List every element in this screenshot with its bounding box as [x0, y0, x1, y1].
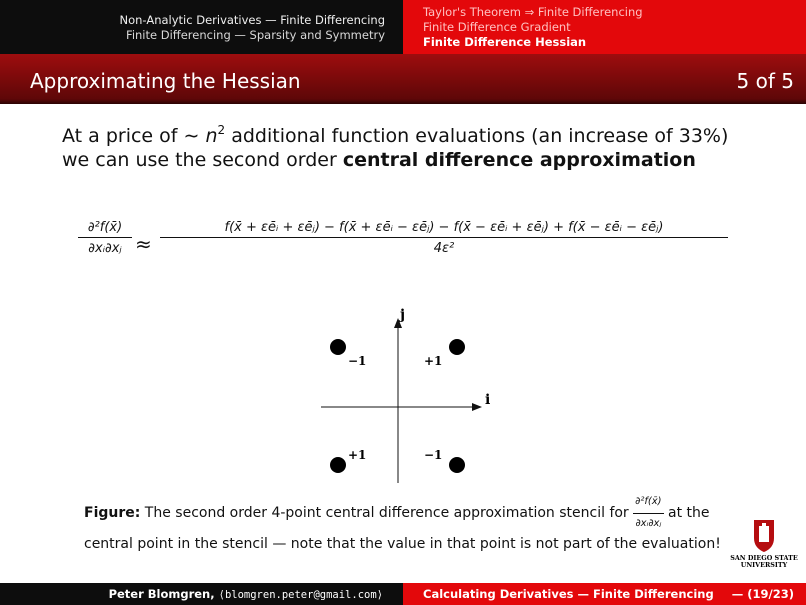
j-axis-label: j: [400, 307, 406, 323]
header-subsection-title[interactable]: Finite Differencing — Sparsity and Symmetry: [126, 28, 385, 42]
figure-caption: [84, 492, 732, 554]
formula-lhs: [78, 220, 132, 256]
nav-item-gradient[interactable]: Finite Difference Gradient: [423, 20, 571, 34]
caption-fraction: [633, 492, 663, 534]
footer-left: [0, 583, 403, 605]
footer-author: [109, 587, 383, 601]
footer-title: Calculating Derivatives — Finite Differencing: [423, 587, 714, 601]
caption-text-2: at the central point in the stencil — note that the value in that point is not part of the evaluation!: [84, 505, 721, 552]
header-left-panel: [0, 0, 403, 54]
hessian-formula: [78, 220, 728, 270]
stencil-point-top-right: [449, 339, 465, 355]
stencil-point-bottom-left: [330, 457, 346, 473]
slide-title-bar: [0, 54, 806, 104]
formula-lhs-numerator: ∂²f(x̄): [87, 220, 123, 235]
weight-top-left: −1: [348, 354, 367, 368]
header-right-panel: [403, 0, 806, 54]
nav-item-hessian[interactable]: Finite Difference Hessian: [423, 35, 587, 49]
formula-rhs: [160, 220, 728, 256]
i-axis-arrowhead: [472, 403, 482, 411]
slide-title: Approximating the Hessian: [30, 69, 301, 93]
stencil-point-top-left: [330, 339, 346, 355]
approx-symbol: ≈: [135, 232, 152, 256]
caption-label: Figure:: [84, 505, 141, 521]
caption-fraction-denominator: ∂xᵢ∂xⱼ: [635, 518, 662, 529]
logo-text-line2: UNIVERSITY: [740, 561, 788, 569]
weight-bottom-left: +1: [348, 448, 367, 462]
intro-emphasis: central difference approximation: [342, 149, 696, 171]
stencil-diagram: [300, 300, 520, 485]
formula-rhs-denominator: 4ε²: [433, 241, 455, 256]
university-logo: [730, 518, 798, 570]
formula-rhs-numerator: f(x̄ + εēᵢ + εēⱼ) − f(x̄ + εēᵢ − εēⱼ) − f(x̄ − εēᵢ + εēⱼ) + f(x̄ − εēᵢ − εēⱼ): [224, 220, 664, 235]
caption-text-1: The second order 4-point central difference approximation stencil for: [140, 505, 634, 521]
weight-bottom-right: −1: [424, 448, 443, 462]
footer-right: [403, 583, 806, 605]
i-axis-label: i: [485, 392, 491, 408]
nav-item-taylors-theorem[interactable]: Taylor's Theorem ⇒ Finite Differencing: [423, 5, 643, 19]
logo-tower-top: [762, 523, 766, 528]
footer-author-name: Peter Blomgren,: [108, 587, 219, 601]
intro-exponent: 2: [217, 123, 226, 137]
intro-paragraph: [62, 118, 742, 172]
footer-page-number: — (19/23): [731, 587, 794, 601]
formula-lhs-denominator: ∂xᵢ∂xⱼ: [88, 241, 122, 256]
weight-top-right: +1: [424, 354, 443, 368]
caption-fraction-numerator: ∂²f(x̄): [633, 492, 663, 514]
footer-email: ⟨blomgren.peter@gmail.com⟩: [218, 589, 383, 601]
slide-page-number: 5 of 5: [736, 69, 794, 93]
logo-tower: [759, 526, 769, 542]
intro-text-2: additional function evaluations (an increase of 33%) we can use the second order: [62, 125, 729, 171]
header-section-title[interactable]: Non-Analytic Derivatives — Finite Differencing: [119, 13, 385, 27]
intro-text-1: At a price of ∼: [62, 125, 206, 147]
intro-n: n: [205, 125, 218, 147]
logo-text-line1: SAN DIEGO STATE: [730, 554, 798, 562]
stencil-point-bottom-right: [449, 457, 465, 473]
